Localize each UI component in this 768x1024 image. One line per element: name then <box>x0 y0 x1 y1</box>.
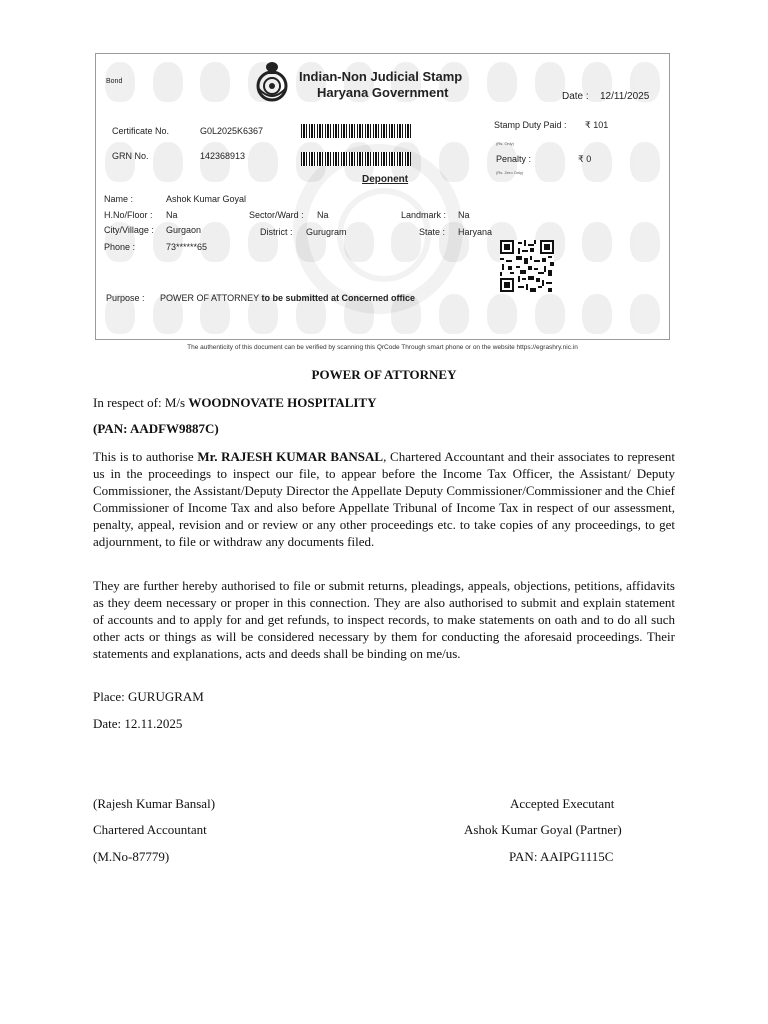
state-value: Haryana <box>458 227 493 237</box>
hno-label: H.No/Floor : <box>104 210 153 220</box>
bond-label: Bond <box>106 78 123 85</box>
executant-pan: PAN: AAIPG1115C <box>509 849 614 864</box>
city-label: City/Village : <box>104 225 154 235</box>
further-authorisation-paragraph: They are further hereby authorised to file or submit returns, pleadings, appeals, objections, petitions, affidavits as they deem necessary or proper in this connection. They are also authorised to submit and explain statement of accounts and to apply for and get refunds, to inspect records, to make statements on oath and to do all such other acts or things as will be considered necessary by them for conducting the aforesaid proceedings. Their statements and explanations, acts and deeds shall be binding on me/us. <box>93 578 675 661</box>
executant-heading: Accepted Executant <box>510 796 615 811</box>
name-value: Ashok Kumar Goyal <box>166 194 247 204</box>
signatory-membership-no: (M.No-87779) <box>93 849 170 864</box>
hno-value: Na <box>166 210 178 220</box>
stamp-duty-label: Stamp Duty Paid : <box>494 120 567 130</box>
company-name: WOODNOVATE HOSPITALITY <box>188 395 377 410</box>
executant-name: Ashok Kumar Goyal (Partner) <box>464 822 622 837</box>
state-label: State : <box>419 227 446 237</box>
qr-code-icon <box>500 240 554 292</box>
purpose-label: Purpose : <box>106 293 145 303</box>
haryana-emblem-icon <box>254 58 290 104</box>
place-line: Place: GURUGRAM <box>93 689 204 704</box>
stamp-duty-value: ₹ 101 <box>585 120 609 130</box>
signatory-title: Chartered Accountant <box>93 822 207 837</box>
deponent-heading: Deponent <box>362 174 409 185</box>
phone-label: Phone : <box>104 242 136 252</box>
stamp-subtitle: Haryana Government <box>317 85 449 100</box>
penalty-value: ₹ 0 <box>578 154 592 164</box>
stamp-date-label: Date : <box>562 91 589 102</box>
date-line: Date: 12.11.2025 <box>93 716 183 731</box>
stamp-title: Indian-Non Judicial Stamp <box>299 69 463 84</box>
authorisation-paragraph: This is to authorise Mr. RAJESH KUMAR BANSAL, Chartered Accountant and their associates to represent us in the proceedings to inspect our file, to appear before the Income Tax Officer, the Assistant/ Deputy Commissioner, the Assistant/Deputy Director the Appellate Deputy Commissioner/Commissioner and the Chief Commissioner of Income Tax and also before Appellate Tribunal of Income Tax in respect of our assessment, penalty, appeal, revision and or review or any other proceedings etc. to take copies of any proceedings, to get adjournment, to file or withdraw any documents filed. <box>93 449 676 549</box>
in-respect-line: In respect of: M/s WOODNOVATE HOSPITALITY <box>93 395 377 410</box>
grn-value: 142368913 <box>200 151 246 161</box>
district-value: Gurugram <box>306 227 347 237</box>
penalty-words: (Rs. Zero Only) <box>496 170 524 175</box>
certificate-barcode <box>301 124 411 138</box>
penalty-label: Penalty : <box>496 154 532 164</box>
e-stamp-paper <box>95 53 670 340</box>
authorised-person: Mr. RAJESH KUMAR BANSAL <box>197 449 384 464</box>
landmark-label: Landmark : <box>401 210 447 220</box>
purpose-value: POWER OF ATTORNEY to be submitted at Concerned office <box>160 293 416 303</box>
company-pan: (PAN: AADFW9887C) <box>93 421 219 436</box>
name-label: Name : <box>104 194 134 204</box>
verification-note: The authenticity of this document can be verified by scanning this QrCode Through smart phone or on the website https://egrashry.nic.in <box>187 344 578 351</box>
stamp-duty-words: (Rs. Only) <box>496 141 514 146</box>
sector-label: Sector/Ward : <box>249 210 304 220</box>
phone-value: 73******65 <box>166 242 208 252</box>
stamp-date-value: 12/11/2025 <box>600 91 650 102</box>
document-title: POWER OF ATTORNEY <box>311 367 457 382</box>
district-label: District : <box>260 227 293 237</box>
signatory-name: (Rajesh Kumar Bansal) <box>93 796 216 811</box>
certificate-label: Certificate No. <box>112 126 170 136</box>
certificate-value: G0L2025K6367 <box>200 126 264 136</box>
grn-barcode <box>301 152 411 166</box>
grn-label: GRN No. <box>112 151 149 161</box>
landmark-value: Na <box>458 210 470 220</box>
city-value: Gurgaon <box>166 225 202 235</box>
sector-value: Na <box>317 210 329 220</box>
